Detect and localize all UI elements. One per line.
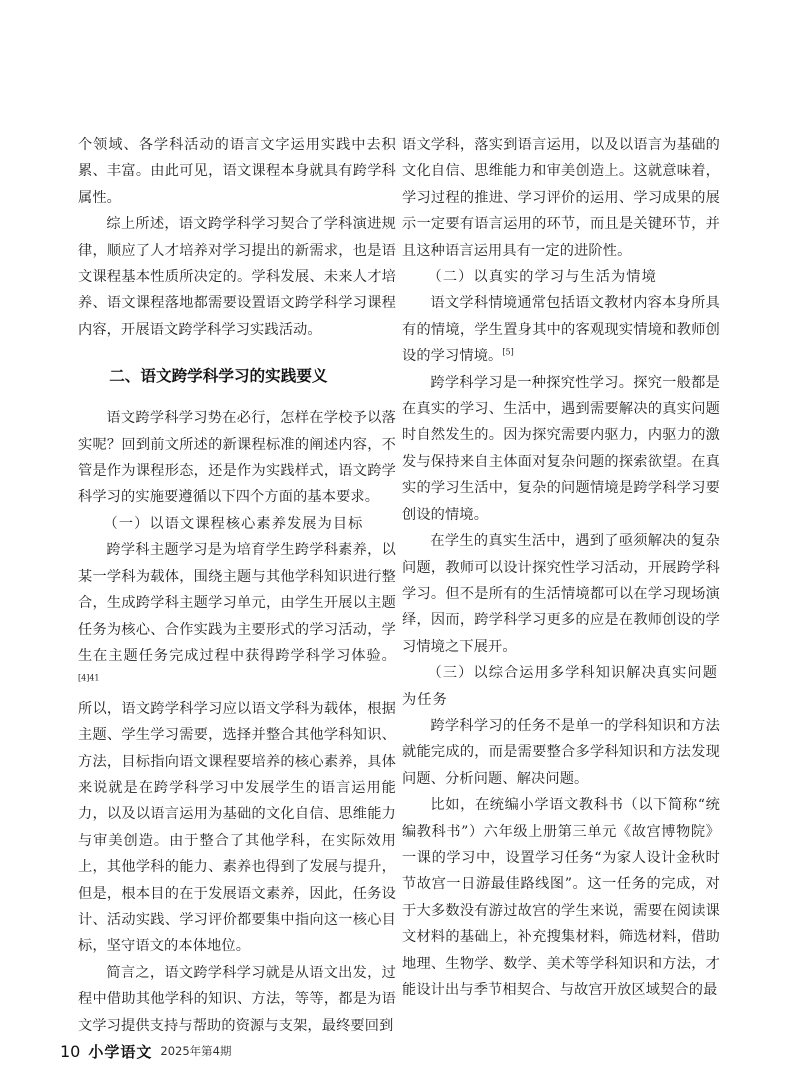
paragraph: 比如，在统编小学语文教科书（以下简称“统编教科书”）六年级上册第三单元《故宫博物院》一课的学习中，设置学习任务“为家人设计金秋时节故宫一日游最佳路线图”。这一任务的完成，对于大多数没有游过故宫的学生来说，需要在阅读课文材料的基础上，补充搜集材料，筛选材料，借助地理、生物学、数学、美术等学科知识和方法，才能设计出与季节相契合、与故宫开放区域契合的最 <box>402 797 720 998</box>
paragraph <box>402 290 720 369</box>
page-number: 10 <box>60 1041 81 1061</box>
paragraph: 综上所述，语文跨学科学习契合了学科演进规律，顺应了人才培养对学习提出的新需求，也是语文课程基本性质所决定的。学科发展、未来人才培养、语文课程落地都需要设置语文跨学科学习课程内容，开展语文跨学科学习实践活动。 <box>78 216 396 338</box>
paragraph: 语文学科，落实到语言运用，以及以语言为基础的文化自信、思维能力和审美创造上。这就意味着，学习过程的推进、学习评价的运用、学习成果的展示一定要有语言运用的环节，而且是关键环节，并且这种语言运用具有一定的进阶性。 <box>402 137 720 259</box>
subsection-heading: （二）以真实的学习与生活为情境 <box>427 269 657 286</box>
paragraph: 语文跨学科学习势在必行，怎样在学校予以落实呢？回到前文所述的新课程标准的阐述内容，不管是作为课程形态，还是作为实践样式，语文跨学科学习的实施要遵循以下四个方面的基本要求。 <box>78 410 396 506</box>
paragraph: 跨学科学习是一种探究性学习。探究一般都是在真实的学习、生活中，遇到需要解决的真实问题时自然发生的。因为探究需要内驱力，内驱力的激发与保持来自主体面对复杂问题的探索欲望。在真实的学习生活中，复杂的问题情境是跨学科学习要创设的情境。 <box>402 374 720 523</box>
paragraph <box>78 537 396 695</box>
paragraph-text: 语文学科情境通常包括语文教材内容本身所具有的情境，学生置身其中的客观现实情境和教师创设的学习情境。 <box>402 295 720 365</box>
paragraph: 跨学科学习的任务不是单一的学科知识和方法就能完成的，而是需要整合多学科知识和方法发现问题、分析问题、解决问题。 <box>402 717 720 787</box>
left-column <box>78 132 396 1039</box>
journal-issue: 2025年第4期 <box>160 1044 232 1058</box>
journal-name: 小学语文 <box>88 1042 153 1061</box>
subsection-heading: （三）以综合运用多学科知识解决真实问题为任务 <box>402 665 719 708</box>
paragraph: 个领域、各学科活动的语言文字运用实践中去积累、丰富。由此可见，语文课程本身就具有跨学科属性。 <box>78 137 396 206</box>
section-heading: 二、语文跨学科学习的实践要义 <box>109 367 328 386</box>
citation-marker: [4]41 <box>78 673 100 683</box>
paragraph-text: 跨学科主题学习是为培育学生跨学科素养，以某一学科为载体，围绕主题与其他学科知识进行整合，生成跨学科主题学习单元，由学生开展以主题任务为核心、合作实践为主要形式的学习活动，学生在主题任务完成过程中获得跨学科学习体验。 <box>78 542 396 664</box>
paragraph: 简言之，语文跨学科学习就是从语文出发，过程中借助其他学科的知识、方法，等等，都是为语文学习提供支持与帮助的资源与支架，最终要回到 <box>78 964 396 1034</box>
right-column <box>402 132 720 1003</box>
paragraph: 所以，语文跨学科学习应以语文学科为载体，根据主题、学生学习需要，选择并整合其他学科知识、方法，目标指向语文课程要培养的核心素养，具体来说就是在跨学科学习中发展学生的语言运用能力，以及以语言运用为基础的文化自信、思维能力与审美创造。由于整合了其他学科，在实际效用上，其他学科的能力、素养也得到了发展与提升，但是，根本目的在于发展语文素养，因此，任务设计、活动实践、学习评价都要集中指向这一核心目标，坚守语文的本体地位。 <box>78 700 396 955</box>
page-footer <box>60 1039 231 1063</box>
citation-marker: [5] <box>502 347 514 357</box>
paragraph: 在学生的真实生活中，遇到了亟须解决的复杂问题，教师可以设计探究性学习活动，开展跨学科学习。但不是所有的生活情境都可以在学习现场演绎，因而，跨学科学习更多的应是在教师创设的学习情境之下展开。 <box>402 533 720 655</box>
subsection-heading: （一）以语文课程核心素养发展为目标 <box>103 515 364 532</box>
